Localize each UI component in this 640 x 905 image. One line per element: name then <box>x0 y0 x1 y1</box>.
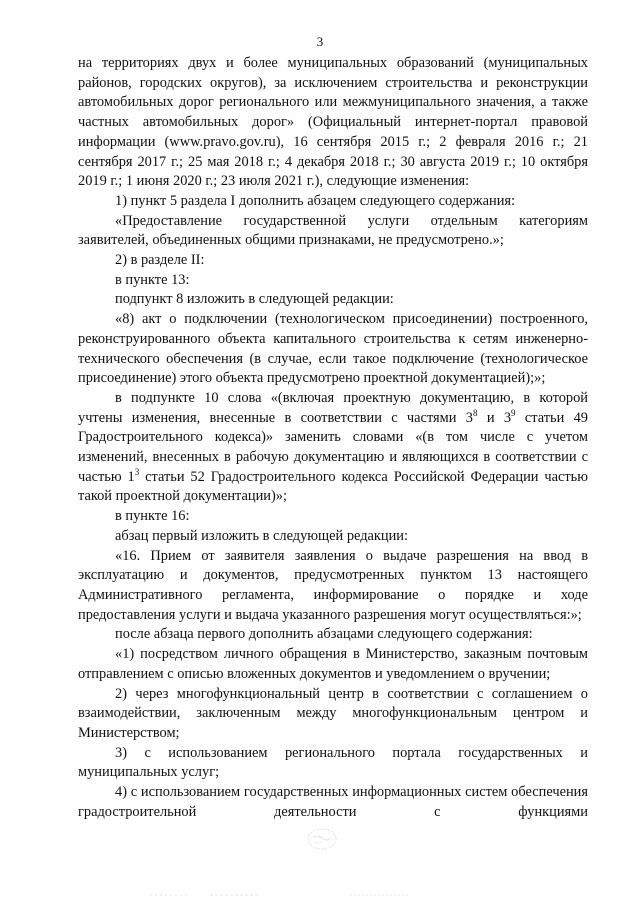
superscript-8: 8 <box>473 407 478 418</box>
paragraph-subpoint-8: подпункт 8 изложить в следующей редакции: <box>115 291 394 308</box>
paragraph-method-4: 4) с использованием государственных информационных систем обеспечения градостроительной деятельности с функциями <box>78 784 588 820</box>
subpoint-10-text-d: статьи 52 Градостроительного кодекса Российской Федерации частью такой проектной документации)»; <box>78 468 588 505</box>
subpoint-10-text-c: статьи 49 Градостроительного кодекса)» заменить словами «(в том числе с учетом изменений, внесенных в рабочую документацию и являющихся в соответствии с частью 1 <box>78 409 588 485</box>
superscript-9: 9 <box>511 407 516 418</box>
paragraph-method-2: 2) через многофункциональный центр в соответствии с соглашением о взаимодействии, заключенным между многофункциональным центром и Министерством; <box>78 685 588 741</box>
paragraph-quote-16: «16. Прием от заявителя заявления о выдаче разрешения на ввод в эксплуатацию и документов, предусмотренных пунктом 13 настоящего Административного регламента, информирование о порядке и ходе предоставления услуги и выдача указанного разрешения могут осуществляться:»; <box>78 547 588 623</box>
paragraph-first-abzac: абзац первый изложить в следующей редакции: <box>115 527 409 544</box>
paragraph-quote-8: «8) акт о подключении (технологическом присоединении) построенного, реконструированного объекта капитального строительства к сетям инженерно-технического обеспечения (в случае, если такое подключение (технологическое присоединение) этого объекта предусмотрено проектной документацией);»; <box>78 311 588 387</box>
page-number: 3 <box>316 34 324 49</box>
paragraph-method-1: «1) посредством личного обращения в Министерство, заказным почтовым отправлением с описью вложенных документов и уведомлением о вручении; <box>78 646 588 682</box>
paragraph-method-3: 3) с использованием регионального портала государственных и муниципальных услуг; <box>78 744 588 781</box>
footer-scan-marks <box>150 893 450 897</box>
document-body <box>78 54 588 822</box>
paragraph-after-first: после абзаца первого дополнить абзацами следующего содержания: <box>115 626 533 643</box>
paragraph-item-2: 2) в разделе II: <box>115 252 205 269</box>
paragraph-point-16: в пункте 16: <box>115 508 190 525</box>
paragraph-item-1: 1) пункт 5 раздела I дополнить абзацем следующего содержания: <box>115 192 516 209</box>
subpoint-10-text-b: и 3 <box>477 409 512 426</box>
paragraph-quote-provision: «Предоставление государственной услуги отдельным категориям заявителей, объединенных общими признаками, не предусмотрено.»; <box>78 212 588 249</box>
paragraph-point-13: в пункте 13: <box>115 271 190 288</box>
superscript-3: 3 <box>134 466 140 477</box>
faint-stamp-mark <box>304 826 340 852</box>
paragraph-subpoint-10 <box>78 389 588 507</box>
subpoint-10-text-a: в подпункте 10 слова «(включая проектную документацию, в которой учтены изменения, внесенные в соответствии с частями 3 <box>78 389 588 426</box>
paragraph-intro: на территориях двух и более муниципальных образований (муниципальных районов, городских округов), за исключением строительства и реконструкции автомобильных дорог регионального или межмуниципального значения, а также частных автомобильных дорог» (Официальный интернет-портал правовой информации (www.pravo.gov.ru), 16 сентября 2015 г.; 2 февраля 2016 г.; 21 сентября 2017 г.; 25 мая 2018 г.; 4 декабря 2018 г.; 30 августа 2019 г.; 10 октября 2019 г.; 1 июня 2020 г.; 23 июля 2021 г.), следующие изменения: <box>78 55 588 190</box>
